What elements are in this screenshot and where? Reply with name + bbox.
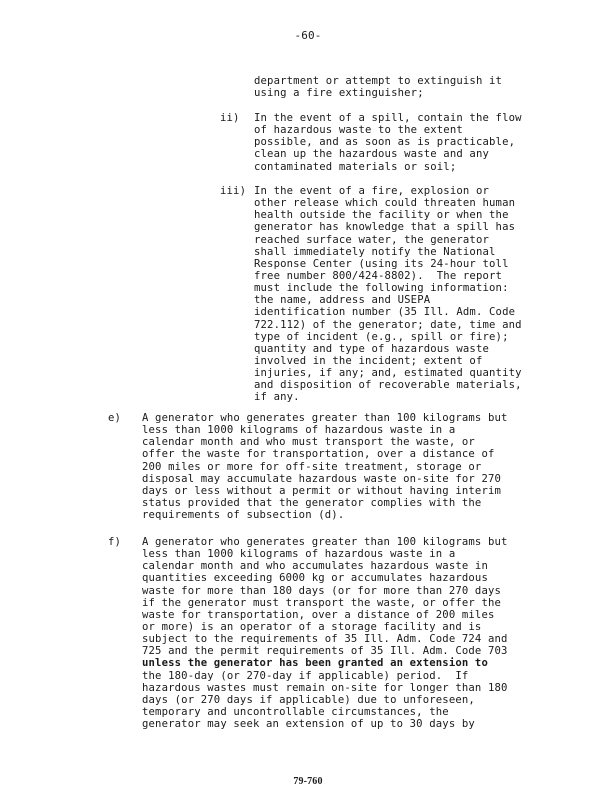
continuation-text (254, 75, 502, 99)
item-iii-text (254, 185, 522, 404)
text-line: less than 1000 kilograms of hazardous waste in a (142, 424, 456, 437)
item-ii-label: ii) (220, 112, 240, 124)
text-line: calendar month and who must transport the waste, or (142, 436, 475, 449)
text-line: offer the waste for transportation, over a distance of (142, 448, 495, 461)
bold-text-line: unless the generator has been granted an extension to (142, 657, 488, 670)
text-line: A generator who generates greater than 100 kilograms but (142, 536, 508, 548)
text-line: using a fire extinguisher; (254, 87, 424, 100)
text-line: generator may seek an extension of up to 30 days by (142, 718, 475, 731)
text-line: less than 1000 kilograms of hazardous waste in a (142, 548, 456, 561)
text-line: involved in the incident; extent of (254, 354, 483, 367)
text-line: type of incident (e.g., spill or fire); (254, 330, 509, 343)
text-line: other release which could threaten human (254, 197, 516, 210)
text-line: if any. (254, 391, 300, 404)
text-line: if the generator must transport the waste, or offer the (142, 596, 502, 609)
text-line: identification number (35 Ill. Adm. Code (254, 306, 516, 319)
text-line: generator has knowledge that a spill has (254, 221, 516, 234)
text-line: injuries, if any; and, estimated quantity (254, 367, 522, 380)
text-line: 722.112) of the generator; date, time and (254, 318, 522, 331)
text-line: department or attempt to extinguish it (254, 75, 503, 87)
text-line: shall immediately notify the National (254, 245, 496, 258)
text-line: requirements of subsection (d). (142, 509, 345, 522)
text-line: clean up the hazardous waste and any (254, 148, 490, 161)
text-line: days (or 270 days if applicable) due to unforeseen, (142, 693, 475, 706)
text-line: In the event of a fire, explosion or (254, 185, 490, 197)
text-line: waste for transportation, over a distance of 200 miles (142, 608, 495, 621)
text-line: health outside the facility or when the (254, 209, 509, 222)
text-line: 725 and the permit requirements of 35 Ill. Adm. Code 703 (142, 645, 508, 658)
text-line: In the event of a spill, contain the flow (254, 112, 522, 124)
item-ii-text (254, 112, 522, 173)
text-line: 200 miles or more for off-site treatment, storage or (142, 460, 482, 473)
text-line: and disposition of recoverable materials, (254, 379, 522, 392)
text-line: waste for more than 180 days (or for more than 270 days (142, 584, 502, 597)
item-e-text (142, 412, 508, 521)
text-line: free number 800/424-8802). The report (254, 269, 503, 282)
text-line: days or less without a permit or without having interim (142, 484, 502, 497)
page-header: -60- (294, 29, 322, 42)
text-line: the 180-day (or 270-day if applicable) period. If (142, 669, 469, 682)
text-line: calendar month and who accumulates hazardous waste in (142, 560, 488, 573)
text-line: quantities exceeding 6000 kg or accumulates hazardous (142, 572, 488, 585)
text-line: disposal may accumulate hazardous waste on-site for 270 (142, 472, 502, 485)
text-line: hazardous wastes must remain on-site for longer than 180 (142, 681, 508, 694)
text-line: reached surface water, the generator (254, 233, 490, 246)
page-footer: 79-760 (293, 776, 323, 787)
text-line: must include the following information: (254, 282, 509, 295)
text-line: subject to the requirements of 35 Ill. Adm. Code 724 and (142, 633, 508, 646)
text-line: contaminated materials or soil; (254, 160, 457, 173)
text-line: or more) is an operator of a storage facility and is (142, 620, 482, 633)
item-iii-label: iii) (220, 185, 247, 197)
text-line: quantity and type of hazardous waste (254, 342, 490, 355)
item-f-text (142, 536, 508, 730)
text-line: status provided that the generator complies with the (142, 496, 482, 509)
text-line: Response Center (using its 24-hour toll (254, 257, 509, 270)
text-line: the name, address and USEPA (254, 294, 431, 307)
text-line: possible, and as soon as is practicable, (254, 136, 516, 149)
item-f-label: f) (108, 536, 122, 548)
text-line: A generator who generates greater than 100 kilograms but (142, 412, 508, 424)
text-line: of hazardous waste to the extent (254, 124, 463, 137)
text-line: temporary and uncontrollable circumstances, the (142, 705, 449, 718)
item-e-label: e) (108, 412, 122, 424)
